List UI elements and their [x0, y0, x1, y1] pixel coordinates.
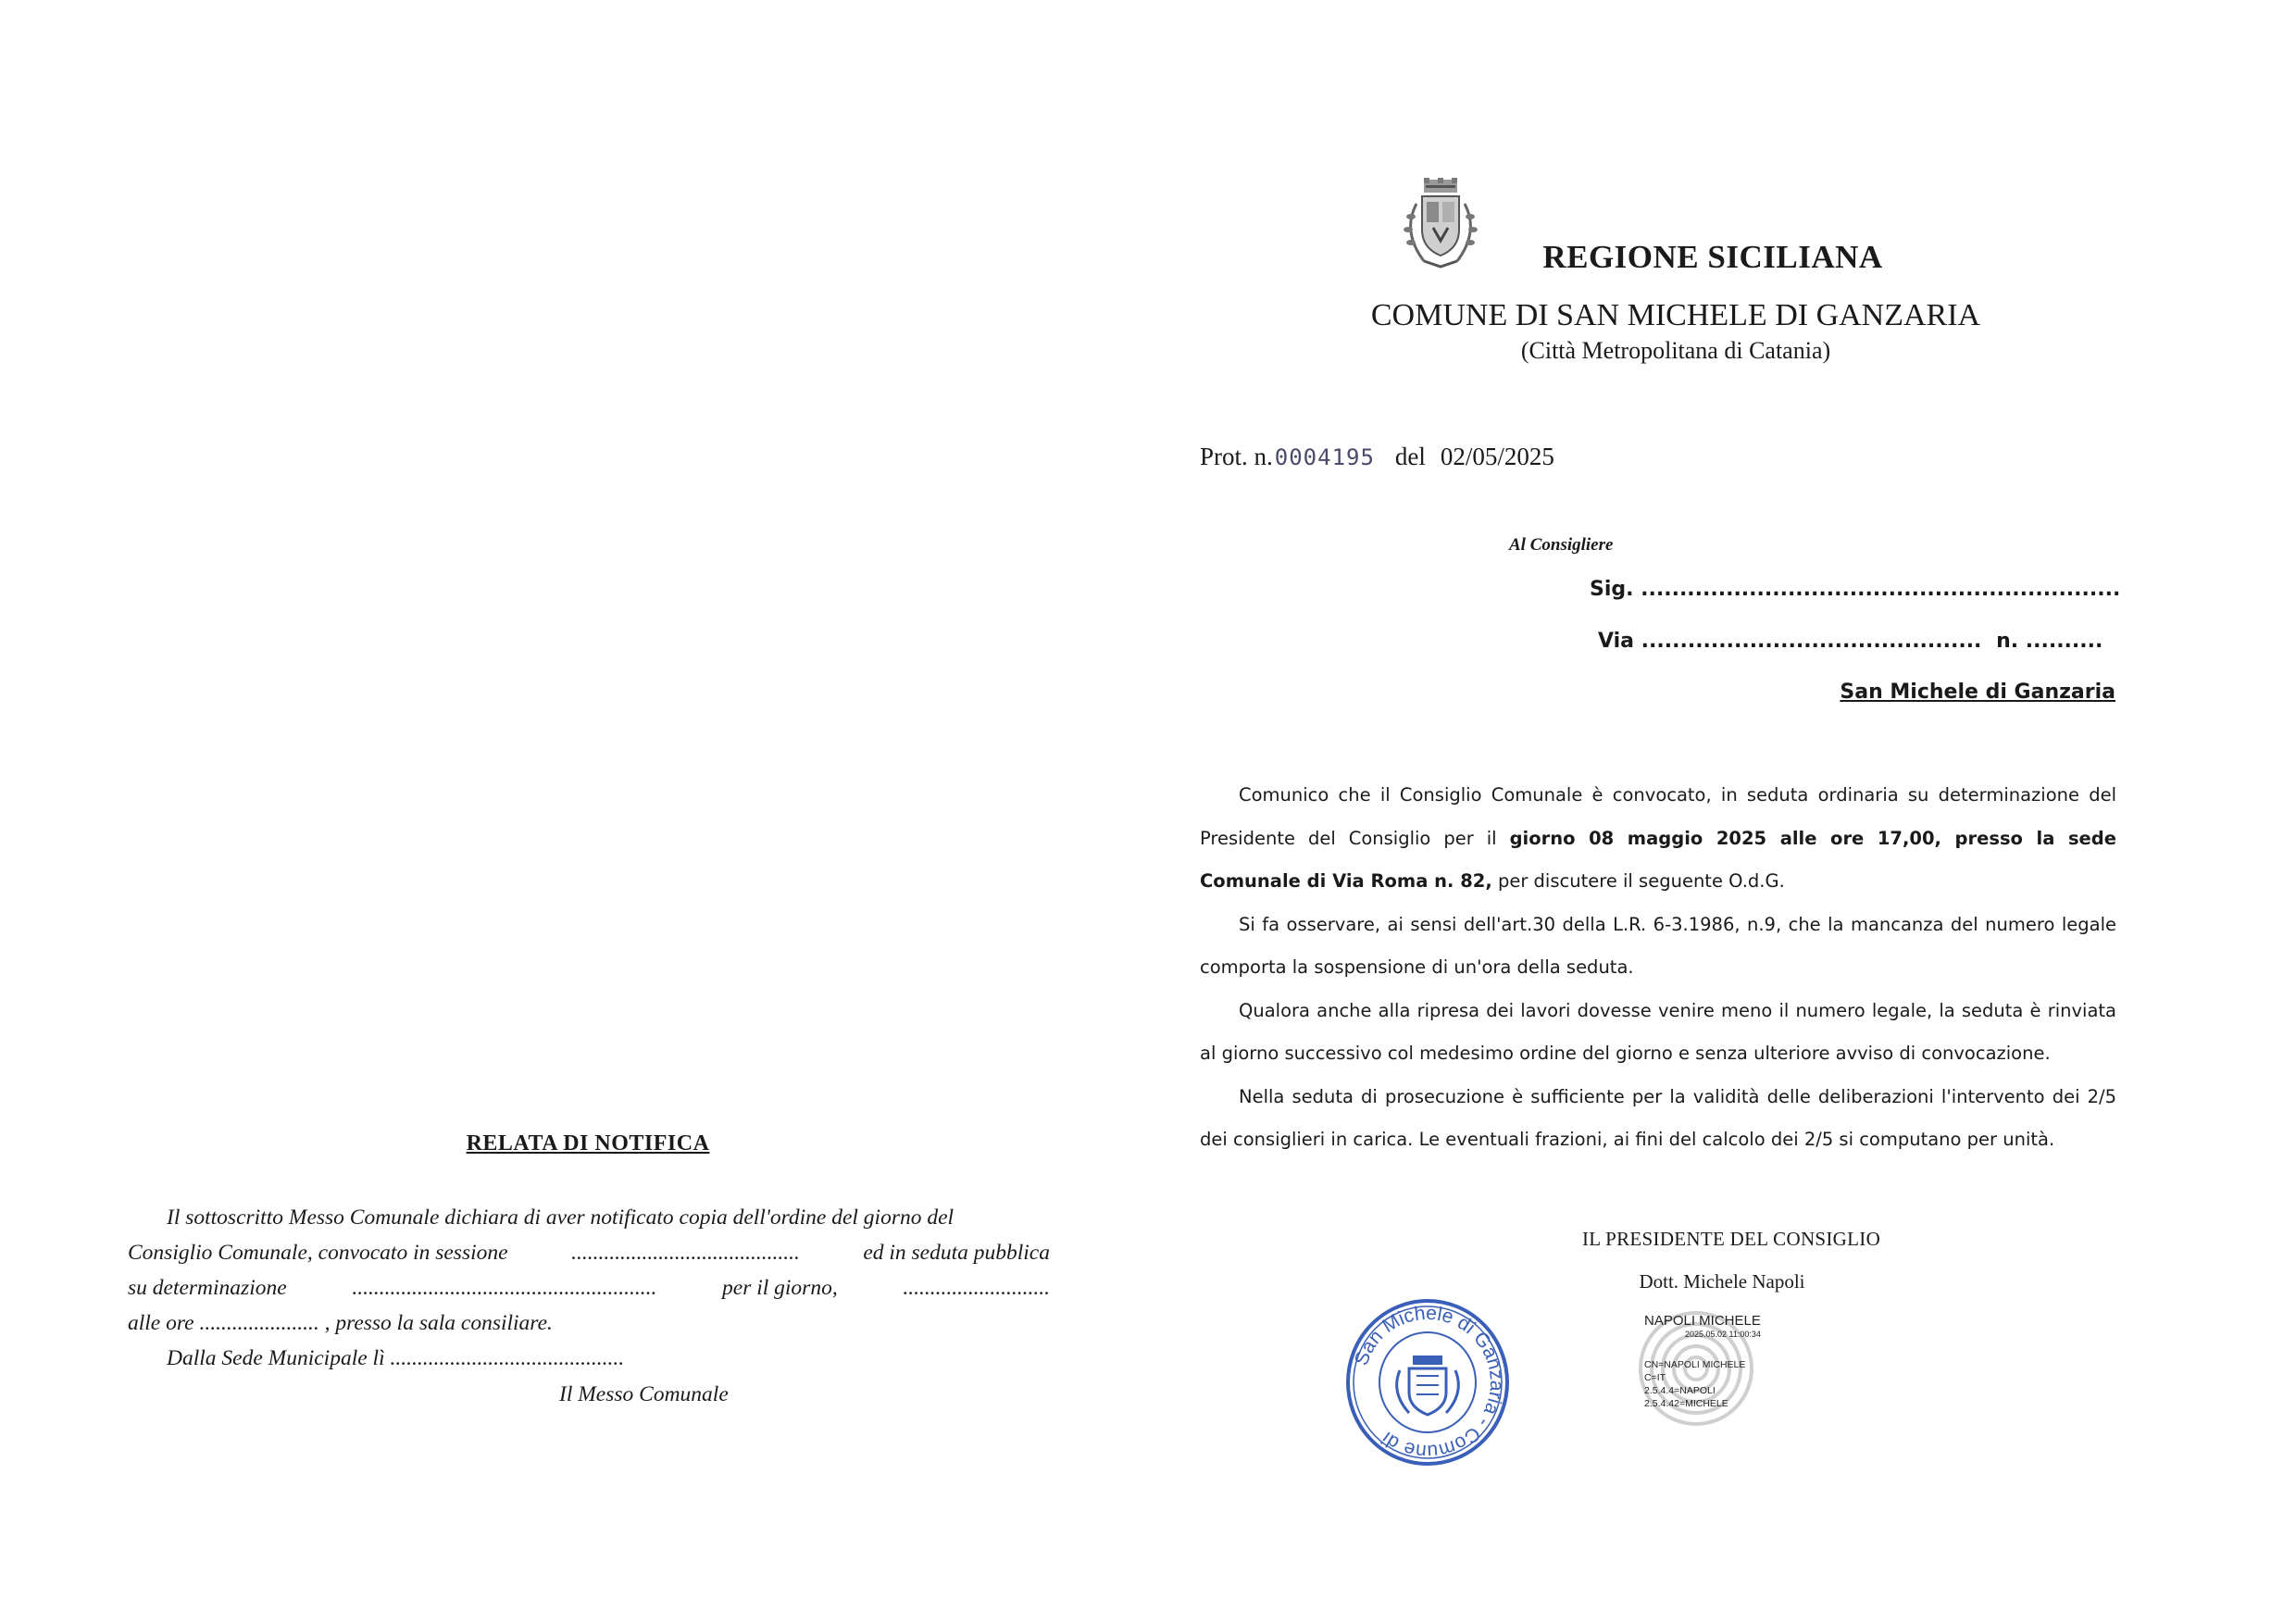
letter-paragraph-4: Nella seduta di prosecuzione è sufficiente per la validità delle deliberazioni l'intervento dei 2/5 dei consiglieri in carica. Le eventuali frazioni, ai fini del calcolo dei 2/5 si computano per unità.: [1200, 1085, 2116, 1150]
relata-line-2-b: ed in seduta pubblica: [863, 1241, 1050, 1265]
digital-surname: 2.5.4.4=NAPOLI: [1644, 1385, 1716, 1396]
protocol-number: 0004195: [1274, 444, 1375, 470]
coat-of-arms-icon: [1396, 176, 1485, 276]
relata-line-3-b: per il giorno,: [722, 1276, 838, 1300]
recipient-sig-line: Sig. ..............................................................: [1590, 578, 2121, 601]
signatory-name: Dott. Michele Napoli: [1639, 1270, 1805, 1293]
letter-p1-end: per discutere il seguente O.d.G.: [1491, 870, 1785, 892]
digital-given-name: 2.5.4.42=MICHELE: [1644, 1398, 1728, 1409]
relata-line-3-a: su determinazione: [128, 1276, 287, 1300]
stamp-text: San Michele di Ganzaria - Comune di: [1350, 1302, 1508, 1463]
recipient-title: Al Consigliere: [1509, 535, 1614, 555]
digital-cn: CN=NAPOLI MICHELE: [1644, 1359, 1746, 1370]
letter-paragraph-1: [1200, 774, 2116, 904]
relata-line-2-a: Consiglio Comunale, convocato in sessione: [128, 1241, 508, 1265]
letter-paragraph-2: Si fa osservare, ai sensi dell'art.30 della L.R. 6-3.1986, n.9, che la mancanza del numero legale comporta la sospensione di un'ora della seduta.: [1200, 913, 2116, 978]
citta-subheading: (Città Metropolitana di Catania): [1520, 337, 1831, 364]
digital-signature-date: 2025.05.02 11:00:34: [1685, 1330, 1761, 1339]
signatory-role: IL PRESIDENTE DEL CONSIGLIO: [1581, 1228, 1881, 1250]
recipient-via-line: [1598, 630, 2103, 653]
letter-p1-start: Comunico che il Consiglio Comunale è convocato, in seduta ordinaria su determinazione del Presidente del Consiglio per il: [1200, 784, 2116, 849]
digital-signer-name: NAPOLI MICHELE: [1644, 1313, 1761, 1329]
letter-body: [1200, 774, 2116, 1162]
recipient-number: n. ..........: [1996, 630, 2103, 653]
letter-paragraph-3: Qualora anche alla ripresa dei lavori dovesse venire meno il numero legale, la seduta è rinviata al giorno successivo col medesimo ordine del giorno e senza ulteriore avviso di convocazione.: [1200, 999, 2116, 1064]
protocol-prefix: Prot. n.: [1200, 443, 1273, 470]
letter-p1-bold: giorno 08 maggio 2025 alle ore 17,00, presso la sede Comunale di Via Roma n. 82,: [1200, 827, 2116, 892]
protocol-date: 02/05/2025: [1440, 443, 1554, 470]
relata-line-2-dots: ..........................................: [571, 1241, 800, 1265]
relata-line-1: Il sottoscritto Messo Comunale dichiara di aver notificato copia dell'ordine del giorno del: [167, 1206, 955, 1230]
comune-heading: COMUNE DI SAN MICHELE DI GANZARIA: [1370, 298, 1981, 332]
relata-signer: Il Messo Comunale: [559, 1382, 729, 1406]
relata-line-3-dots2: ...........................: [903, 1276, 1050, 1300]
recipient-via: Via ............................................: [1598, 630, 1982, 653]
relata-line-3: [128, 1276, 1050, 1301]
relata-line-3-dots: ........................................................: [352, 1276, 657, 1300]
protocol-line: [1200, 443, 1554, 471]
digital-country: C=IT: [1644, 1372, 1666, 1383]
relata-line-5: Dalla Sede Municipale lì ...........................................: [167, 1346, 625, 1370]
region-heading: REGIONE SICILIANA: [1542, 239, 1883, 275]
relata-line-4: alle ore ...................... , presso la sala consiliare.: [128, 1311, 553, 1335]
relata-title: RELATA DI NOTIFICA: [466, 1131, 710, 1156]
recipient-city: San Michele di Ganzaria: [1840, 681, 2115, 704]
municipal-stamp-icon: [1344, 1296, 1511, 1468]
protocol-del: del: [1394, 443, 1426, 470]
relata-line-2: [128, 1241, 1050, 1266]
